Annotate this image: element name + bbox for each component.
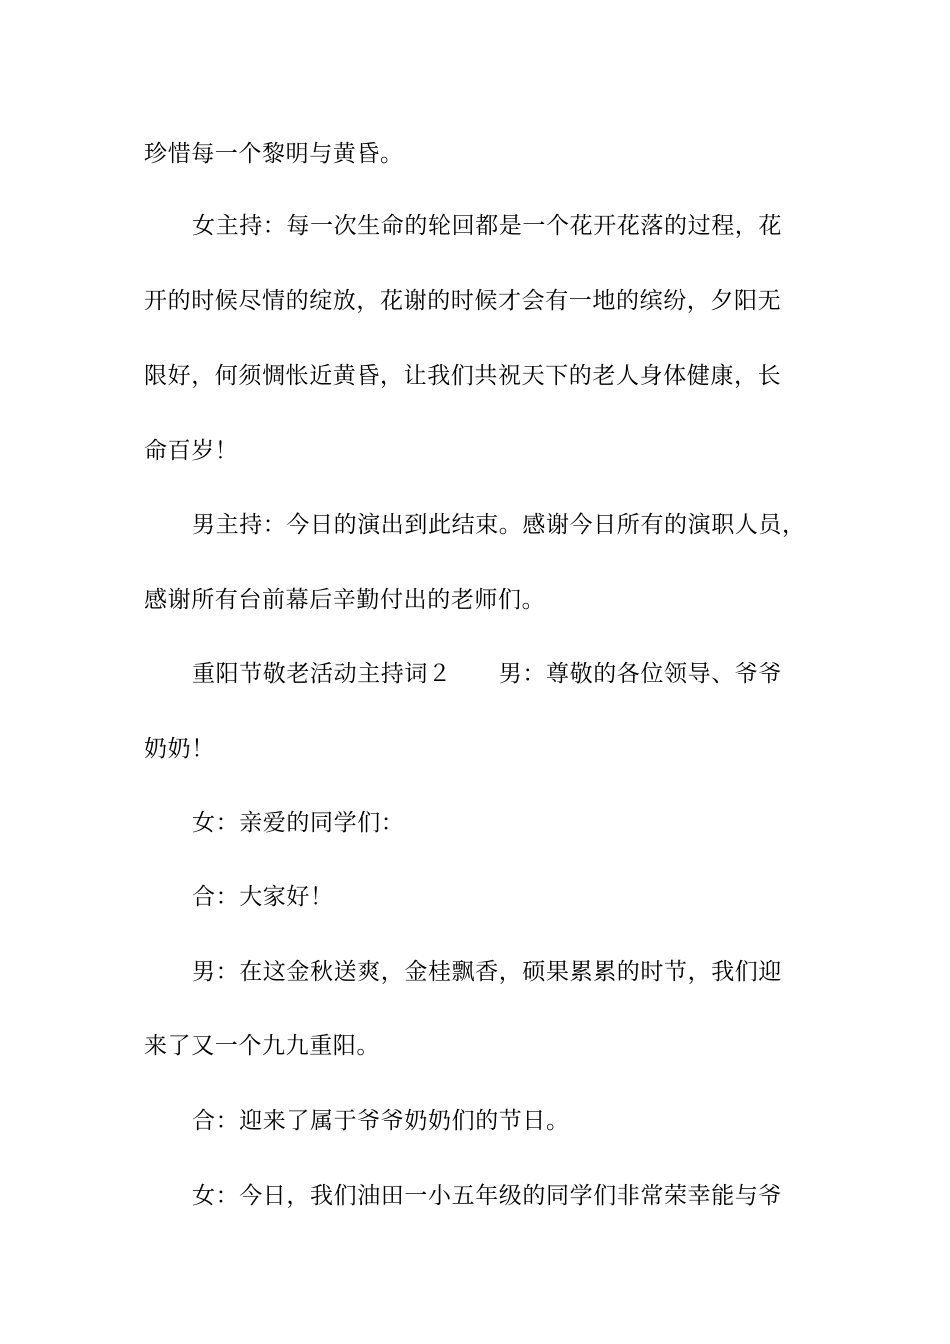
paragraph-first-line: 女：亲爱的同学们： xyxy=(192,810,405,836)
text-line: 命百岁！ xyxy=(144,438,239,464)
text-line: 限好，何须惆怅近黄昏，让我们共祝天下的老人身体健康，长 xyxy=(144,363,782,389)
paragraph-first-line: 合：大家好！ xyxy=(192,884,334,910)
paragraph-first-line: 男主持：今日的演出到此结束。感谢今日所有的演职人员， xyxy=(192,512,806,538)
text-line: 奶奶！ xyxy=(144,736,215,762)
paragraph-first-line: 女主持：每一次生命的轮回都是一个花开花落的过程，花 xyxy=(192,213,782,239)
text-line: 来了又一个九九重阳。 xyxy=(144,1033,380,1059)
paragraph-first-line: 合：迎来了属于爷爷奶奶们的节日。 xyxy=(192,1108,570,1134)
text-line: 感谢所有台前幕后辛勤付出的老师们。 xyxy=(144,587,546,613)
paragraph-first-line: 男：在这金秋送爽，金桂飘香，硕果累累的时节，我们迎 xyxy=(192,959,782,985)
paragraph-first-line: 女：今日，我们油田一小五年级的同学们非常荣幸能与爷 xyxy=(192,1183,782,1209)
text-line: 珍惜每一个黎明与黄昏。 xyxy=(144,141,404,167)
text-line: 开的时候尽情的绽放，花谢的时候才会有一地的缤纷，夕阳无 xyxy=(144,288,782,314)
paragraph-first-line: 重阳节敬老活动主持词２ 男：尊敬的各位领导、爷爷 xyxy=(192,661,782,687)
